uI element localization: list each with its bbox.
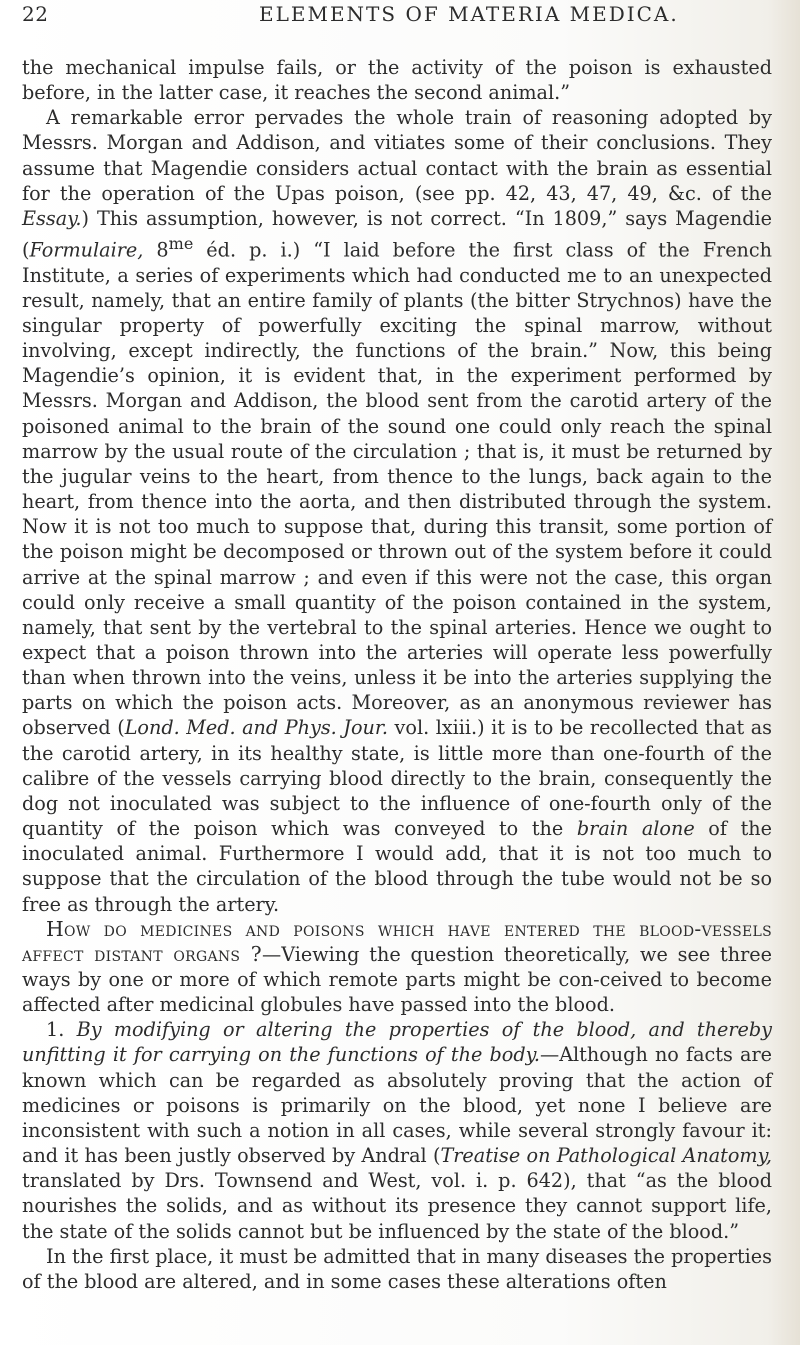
paragraph-diseases: In the first place, it must be admitted that in many diseases the properties of the blood are altered, and in some cases these alterations often — [22, 1244, 772, 1293]
paragraph-blood-properties: 1. By modifying or altering the properties of the blood, and thereby unfitting it for carrying on the functions of the body.—Although no facts are known which can be regarded as absolutely proving that the action of medicines or poisons is primarily on the blood, yet none I believe are inconsistent with such a notion in all cases, while several strongly favour it: and it has been justly observed by Andral (Treatise on Pathological Anatomy, translated by Drs. Townsend and West, vol. i. p. 642), that “as the blood nourishes the solids, and as without its presence they cannot support life, the state of the solids cannot but be influenced by the state of the blood.” — [22, 1018, 772, 1243]
italic-journal: Lond. Med. and Phys. Jour. — [124, 716, 389, 740]
section-heading: How do medicines and poisons which have entered the blood-vessels affect distant organs ? — [22, 916, 772, 966]
item-number: 1. — [46, 1018, 65, 1042]
italic-formulaire: Formulaire, — [29, 238, 144, 262]
page-header — [22, 2, 742, 40]
italic-brain-alone: brain alone — [576, 817, 695, 841]
italic-essay: Essay. — [22, 206, 82, 230]
paragraph-continuation: the mechanical impulse fails, or the activity of the poison is exhausted before, in the latter case, it reaches the second animal.” — [22, 56, 772, 105]
italic-treatise: Treatise on Pathological Anatomy, — [440, 1144, 772, 1168]
page-number: 22 — [22, 2, 49, 26]
italic-subheading: By modifying or altering the properties of the blood, and thereby unfitting it for carrying on the functions of the body. — [22, 1018, 772, 1067]
running-title: ELEMENTS OF MATERIA MEDICA. — [259, 2, 679, 26]
paragraph-distant-organs: How do medicines and poisons which have entered the blood-vessels affect distant organs ?—Viewing the question theoretically, we see three ways by one or more of which remote parts might be con-ceived to become affected after medicinal globules have passed into the blood. — [22, 916, 772, 1017]
body-text — [22, 55, 772, 1294]
superscript-me: me — [168, 234, 194, 254]
paragraph-morgan-addison: A remarkable error pervades the whole train of reasoning adopted by Messrs. Morgan and Addison, and vitiates some of their conclusions. They assume that Magendie considers actual contact with the brain as essential for the operation of the Upas poison, (see pp. 42, 43, 47, 49, &c. of the Essay.) This assumption, however, is not correct. “In 1809,” says Magendie (Formulaire, $8^{me}$ éd. p. i.) “I laid before the first class of the French Institute, a series of experiments which had conducted me to an unexpected result, namely, that an entire family of plants (the bitter Strychnos) have the singular property of powerfully exciting the spinal marrow, without involving, except indirectly, the functions of the brain.” Now, this being Magendie’s opinion, it is evident that, in the experiment performed by Messrs. Morgan and Addison, the blood sent from the carotid artery of the poisoned animal to the brain of the sound one could only reach the spinal marrow by the usual route of the circulation ; that is, it must be returned by the jugular veins to the heart, from thence to the lungs, back again to the heart, from thence into the aorta, and then distributed through the system. Now it is not too much to suppose that, during this transit, some portion of the poison might be decomposed or thrown out of the system before it could arrive at the spinal marrow ; and even if this were not the case, this organ could only receive a small quantity of the poison contained in the system, namely, that sent by the vertebral to the spinal arteries. Hence we ought to expect that a poison thrown into the arteries will operate less powerfully than when thrown into the veins, unless it be into the arteries supplying the parts on which the poison acts. Moreover, as an anonymous reviewer has observed (Lond. Med. and Phys. Jour. vol. lxiii.) it is to be recollected that as the carotid artery, in its healthy state, is little more than one-fourth of the calibre of the vessels carrying blood directly to the brain, consequently the dog not inoculated was subject to the influence of one-fourth only of the quantity of the poison which was conveyed to the brain alone of the inoculated animal. Furthermore I would add, that it is not too much to suppose that the circulation of the blood through the tube would not be so free as through the artery. — [22, 106, 773, 916]
